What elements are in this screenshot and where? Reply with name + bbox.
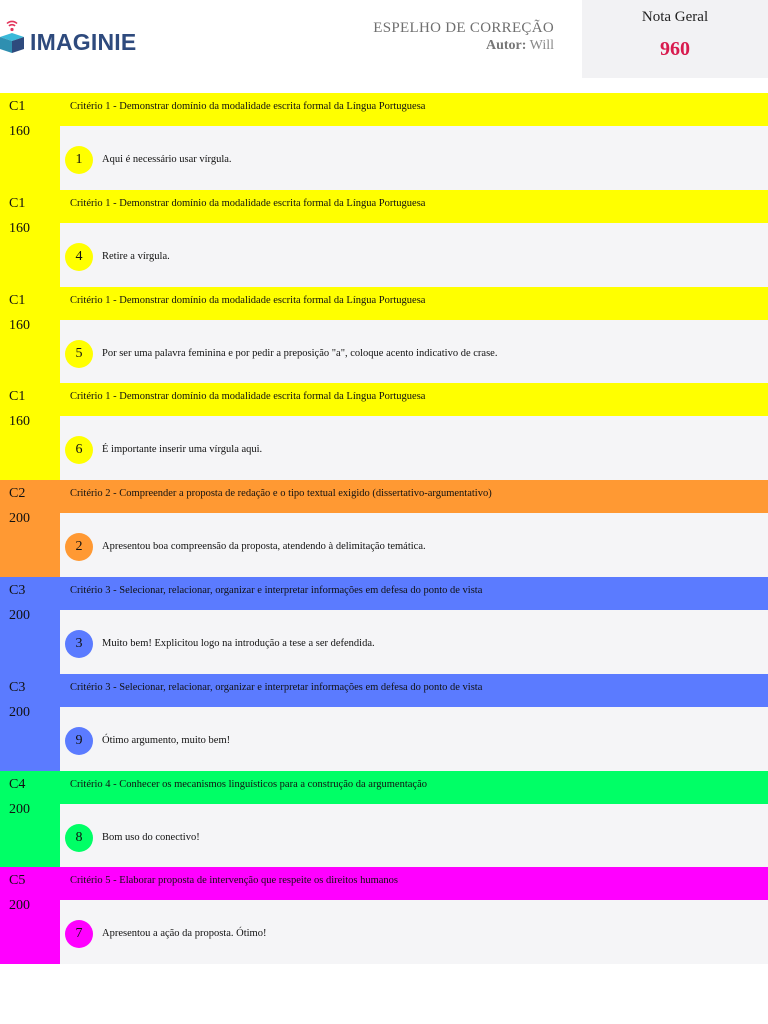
- criterion-text: Critério 1 - Demonstrar domínio da modalidade escrita formal da Língua Portuguesa: [70, 391, 426, 403]
- competency-code: C2: [9, 486, 26, 502]
- brand-logo[interactable]: [0, 20, 136, 60]
- competency-score: 200: [9, 801, 30, 817]
- comment-text: Apresentou a ação da proposta. Ótimo!: [102, 928, 267, 940]
- comment-row: [60, 900, 768, 964]
- correction-block: [0, 867, 768, 964]
- comment-row: [60, 707, 768, 771]
- comment-text: Ótimo argumento, muito bem!: [102, 734, 231, 746]
- criterion-bar: [60, 383, 768, 416]
- competency-score: 160: [9, 414, 30, 430]
- competency-code: C4: [9, 776, 26, 792]
- competency-code: C3: [9, 582, 26, 598]
- competency-score: 160: [9, 317, 30, 333]
- competency-sidebar: [0, 190, 60, 287]
- criterion-text: Critério 5 - Elaborar proposta de intervenção que respeite os direitos humanos: [70, 875, 399, 887]
- criterion-text: Critério 4 - Conhecer os mecanismos linguísticos para a construção da argumentação: [70, 778, 427, 790]
- author-label: Autor:: [485, 38, 527, 53]
- criterion-bar: [60, 867, 768, 900]
- comment-row: [60, 610, 768, 674]
- author-line: [373, 37, 554, 54]
- comment-row: [60, 320, 768, 384]
- correction-block: [0, 190, 768, 287]
- criterion-text: Critério 1 - Demonstrar domínio da modalidade escrita formal da Língua Portuguesa: [70, 197, 426, 209]
- competency-score: 200: [9, 511, 30, 527]
- criterion-text: Critério 3 - Selecionar, relacionar, organizar e interpretar informações em defesa do ponto de vista: [70, 584, 483, 596]
- competency-sidebar: [0, 771, 60, 868]
- correction-block: [0, 674, 768, 771]
- competency-sidebar: [0, 383, 60, 480]
- competency-score: 200: [9, 898, 30, 914]
- comment-row: [60, 416, 768, 480]
- author-name: Will: [529, 38, 554, 53]
- correction-block: [0, 93, 768, 190]
- comment-number-badge[interactable]: 2: [65, 533, 93, 561]
- competency-code: C1: [9, 195, 26, 211]
- comment-row: [60, 513, 768, 577]
- comment-text: Bom uso do conectivo!: [102, 831, 200, 843]
- criterion-bar: [60, 190, 768, 223]
- correction-block: [0, 480, 768, 577]
- comment-text: Aqui é necessário usar vírgula.: [102, 154, 232, 165]
- comment-row: [60, 804, 768, 868]
- document-title-text: ESPELHO DE CORREÇÃO: [373, 20, 554, 36]
- competency-score: 160: [9, 124, 30, 139]
- comment-text: Por ser uma palavra feminina e por pedir a preposição "a", coloque acento indicativo de crase.: [102, 347, 498, 359]
- comment-number-badge[interactable]: 7: [65, 920, 93, 948]
- criterion-bar: [60, 771, 768, 804]
- header: [0, 0, 768, 78]
- competency-sidebar: [0, 867, 60, 964]
- imaginie-logo-icon: [0, 20, 26, 60]
- competency-sidebar: [0, 577, 60, 674]
- criterion-text: Critério 1 - Demonstrar domínio da modalidade escrita formal da Língua Portuguesa: [70, 101, 426, 112]
- correction-block: [0, 287, 768, 384]
- comment-row: [60, 223, 768, 287]
- overall-grade-label: Nota Geral: [641, 9, 709, 25]
- competency-code: C3: [9, 679, 26, 695]
- competency-score: 160: [9, 220, 30, 236]
- competency-sidebar: [0, 480, 60, 577]
- comment-row: [60, 126, 768, 190]
- comment-number-badge[interactable]: 5: [65, 340, 93, 368]
- criterion-bar: [60, 93, 768, 126]
- document-title: [373, 20, 554, 54]
- comment-number-badge[interactable]: 4: [65, 243, 93, 271]
- competency-score: 200: [9, 704, 30, 720]
- correction-block: [0, 771, 768, 868]
- competency-code: C5: [9, 873, 26, 889]
- correction-block: [0, 383, 768, 480]
- comment-number-badge[interactable]: 1: [65, 146, 93, 174]
- overall-grade-value: 960: [660, 38, 690, 60]
- correction-list: [0, 93, 768, 964]
- competency-code: C1: [9, 99, 26, 114]
- correction-block: [0, 577, 768, 674]
- brand-name: IMAGINIE: [30, 28, 137, 55]
- competency-sidebar: [0, 674, 60, 771]
- criterion-text: Critério 3 - Selecionar, relacionar, organizar e interpretar informações em defesa do ponto de vista: [70, 681, 483, 693]
- comment-text: É importante inserir uma vírgula aqui.: [102, 444, 263, 456]
- competency-sidebar: [0, 93, 60, 190]
- competency-score: 200: [9, 607, 30, 623]
- criterion-text: Critério 1 - Demonstrar domínio da modalidade escrita formal da Língua Portuguesa: [70, 294, 426, 306]
- criterion-text: Critério 2 - Compreender a proposta de redação e o tipo textual exigido (dissertativo-argumentativo): [70, 488, 492, 500]
- criterion-bar: [60, 480, 768, 513]
- comment-number-badge[interactable]: 8: [65, 824, 93, 852]
- comment-text: Muito bem! Explicitou logo na introdução a tese a ser defendida.: [102, 637, 375, 649]
- competency-code: C1: [9, 292, 26, 308]
- criterion-bar: [60, 577, 768, 610]
- comment-number-badge[interactable]: 6: [65, 436, 93, 464]
- competency-code: C1: [9, 389, 26, 405]
- criterion-bar: [60, 287, 768, 320]
- comment-number-badge[interactable]: 9: [65, 727, 93, 755]
- competency-sidebar: [0, 287, 60, 384]
- overall-grade-box: [582, 0, 768, 78]
- comment-text: Retire a vírgula.: [102, 250, 170, 262]
- comment-number-badge[interactable]: 3: [65, 630, 93, 658]
- comment-text: Apresentou boa compreensão da proposta, atendendo à delimitação temática.: [102, 541, 426, 553]
- criterion-bar: [60, 674, 768, 707]
